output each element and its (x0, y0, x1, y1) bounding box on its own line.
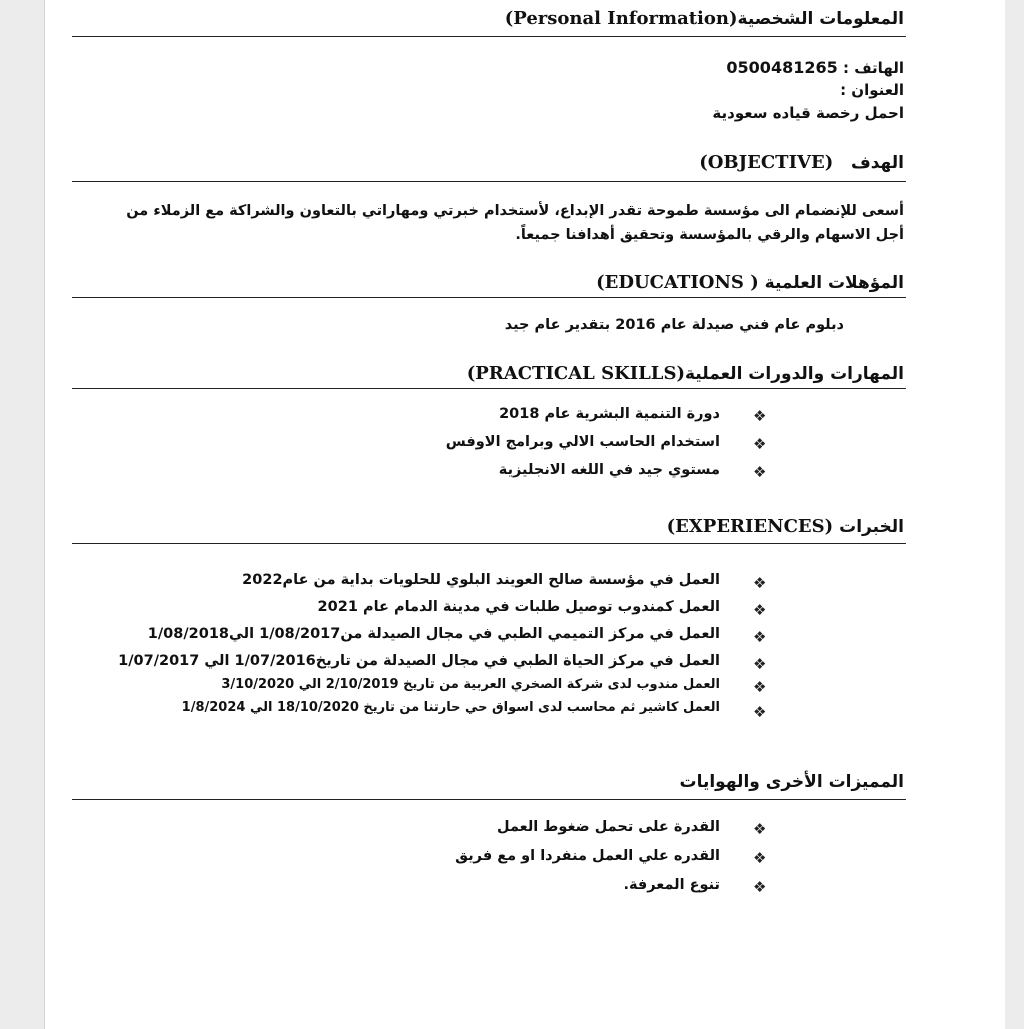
objective-rule (72, 181, 906, 182)
skills-item: دورة التنمية البشرية عام 2018 (499, 406, 720, 422)
experiences-heading (667, 516, 904, 537)
personal-heading (505, 8, 904, 29)
experience-item: العمل مندوب لدى شركة الصخري العربية من تاريخ 2/10/2019 الي 3/10/2020 (221, 677, 720, 692)
bullet-icon: ❖ (753, 435, 767, 453)
skills-rule (72, 388, 906, 389)
education-item: دبلوم عام فني صيدلة عام 2016 بتقدير عام جيد (504, 317, 844, 333)
experience-item: العمل في مؤسسة صالح العويند البلوي للحلويات بداية من عام2022 (242, 572, 720, 588)
hobbies-heading: المميزات الأخرى والهوايات (679, 772, 904, 792)
bullet-icon: ❖ (753, 628, 767, 646)
bullet-icon: ❖ (753, 407, 767, 425)
license-line: احمل رخصة قياده سعودية (712, 104, 904, 122)
objective-heading (699, 152, 904, 173)
bullet-icon: ❖ (753, 878, 767, 896)
skills-heading-ar: المهارات والدورات العملية (685, 364, 904, 384)
personal-heading-ar: المعلومات الشخصية (737, 9, 904, 29)
phone-value: 0500481265 (726, 58, 838, 77)
experience-item: العمل كاشير ثم محاسب لدى اسواق حي حارتنا من تاريخ 18/10/2020 الي 1/8/2024 (181, 700, 720, 715)
bullet-icon: ❖ (753, 678, 767, 696)
hobby-item: القدرة على تحمل ضغوط العمل (497, 819, 720, 835)
hobby-item: تنوع المعرفة. (623, 877, 720, 893)
education-heading-en: ( EDUCATIONS) (596, 272, 759, 293)
address-line: العنوان : (840, 81, 904, 99)
objective-heading-ar: الهدف (850, 153, 904, 173)
phone-label: الهاتف : (842, 59, 904, 77)
bullet-icon: ❖ (753, 820, 767, 838)
personal-rule (72, 36, 906, 37)
hobbies-rule (72, 799, 906, 800)
bullet-icon: ❖ (753, 574, 767, 592)
bullet-icon: ❖ (753, 703, 767, 721)
hobby-item: القدره علي العمل منفردا او مع فريق (455, 848, 720, 864)
bullet-icon: ❖ (753, 655, 767, 673)
objective-text: أسعى للإنضمام الى مؤسسة طموحة تقدر الإبداع، لأستخدام خبرتي ومهاراتي بالتعاون والشراكة مع الزملاء من أجل الاسهام والرقي بالمؤسسة وتحقيق أهدافنا جميعاً. (126, 203, 904, 243)
personal-heading-en: (Personal Information) (504, 8, 738, 29)
skills-item: استخدام الحاسب الالي وبرامج الاوفس (445, 434, 720, 450)
experiences-heading-en: (EXPERIENCES) (666, 516, 834, 537)
experience-item: العمل في مركز الحياة الطبي في مجال الصيدلة من تاريخ1/07/2016 الي 1/07/2017 (118, 653, 720, 669)
page-edge (1005, 0, 1024, 1029)
education-heading-ar: المؤهلات العلمية (764, 273, 904, 293)
phone-line (726, 58, 904, 77)
experiences-heading-ar: الخبرات (839, 517, 904, 537)
experience-item: العمل كمندوب توصيل طلبات في مدينة الدمام عام 2021 (317, 599, 720, 615)
skills-heading (467, 363, 904, 384)
bullet-icon: ❖ (753, 849, 767, 867)
education-heading (596, 272, 904, 293)
experience-item: العمل في مركز التميمي الطبي في مجال الصيدلة من1/08/2017 الي1/08/2018 (147, 626, 720, 642)
skills-item: مستوي جيد في اللغه الانجليزية (498, 462, 720, 478)
skills-heading-en: (PRACTICAL SKILLS) (466, 363, 685, 384)
bullet-icon: ❖ (753, 463, 767, 481)
objective-heading-en: (OBJECTIVE) (699, 152, 834, 173)
experiences-rule (72, 543, 906, 544)
education-rule (72, 297, 906, 298)
bullet-icon: ❖ (753, 601, 767, 619)
